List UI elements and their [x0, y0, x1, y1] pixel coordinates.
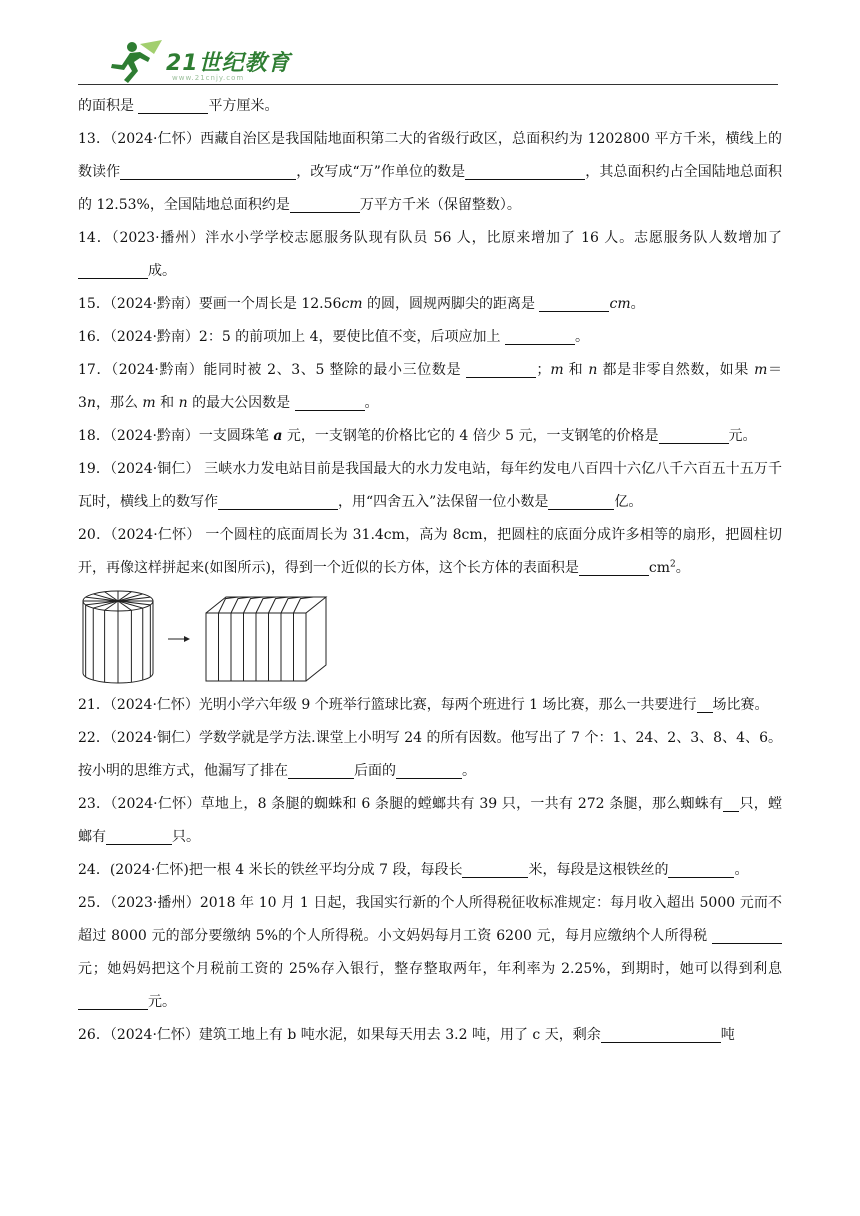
q16-text: 。 — [575, 329, 589, 345]
question-source: （2024·仁怀） — [109, 1027, 199, 1043]
question-source: （2023·播州） — [110, 895, 200, 911]
answer-blank[interactable] — [138, 95, 208, 114]
question-source: （2024·黔南） — [109, 329, 199, 345]
answer-blank[interactable] — [78, 260, 148, 279]
question-source: （2024·黔南） — [109, 428, 199, 444]
q17-text: 的最大公因数是 — [187, 395, 295, 411]
question-24 — [78, 854, 782, 887]
q15-text: 。 — [630, 296, 645, 312]
question-18 — [78, 420, 782, 453]
answer-blank[interactable] — [120, 161, 296, 180]
q17-text: 。 — [364, 395, 379, 411]
unit-label: cm — [648, 560, 671, 576]
answer-blank[interactable] — [723, 793, 739, 812]
q17-text: ； — [536, 362, 551, 378]
unit-label: cm — [341, 296, 363, 312]
q24-text: 米，每段是这根铁丝的 — [528, 862, 669, 878]
question-number: 14． — [78, 230, 112, 246]
unit-exponent: 2 — [670, 559, 676, 570]
answer-blank[interactable] — [579, 557, 649, 576]
answer-blank[interactable] — [601, 1024, 721, 1043]
question-source: （2024·黔南） — [111, 362, 204, 378]
question-17 — [78, 354, 782, 420]
question-number: 17． — [78, 362, 112, 378]
q19-text: ，用“四舍五入”法保留一位小数是 — [338, 494, 549, 510]
question-14 — [78, 222, 782, 288]
q20-text: 。 — [675, 560, 690, 576]
question-source: （2023·播州） — [111, 230, 206, 246]
question-source: （2024·仁怀） — [110, 527, 201, 543]
question-26 — [78, 1019, 782, 1052]
q25-text: 元。 — [148, 994, 176, 1010]
question-number: 13． — [78, 131, 111, 147]
q19-text: 亿。 — [614, 494, 643, 510]
question-list — [78, 90, 782, 1052]
question-number: 21． — [78, 697, 110, 713]
q17-text: 和 — [155, 395, 179, 411]
answer-blank[interactable] — [668, 859, 734, 878]
q13-text: 西藏自治区是我国陆地面积第二大的省级行政区，总面积约为 1202800 平方千米，横线上的数读作 — [78, 131, 782, 180]
q18-text: 元，一支钢笔的价格比它的 4 倍少 5 元，一支钢笔的价格是 — [282, 428, 659, 444]
q16-text: 2：5 的前项加上 4，要使比值不变，后项应加上 — [198, 329, 505, 345]
q26-text: 建筑工地上有 b 吨水泥，如果每天用去 3.2 吨，用了 c 天，剩余 — [198, 1027, 601, 1043]
cylinder-shape — [83, 591, 153, 683]
question-source: （2024·仁怀） — [109, 697, 199, 713]
question-15 — [78, 288, 782, 321]
variable-n: n — [588, 362, 598, 378]
q25-text: 元；她妈妈把这个月税前工资的 25%存入银行，整存整取两年，年利率为 2.25%，到期时，她可以得到利息 — [78, 961, 782, 977]
answer-blank[interactable] — [462, 859, 528, 878]
question-13 — [78, 123, 782, 222]
question-number: 19． — [78, 461, 111, 477]
q24-text: 。 — [734, 862, 749, 878]
q17-text: 都是非零自然数，如果 — [597, 362, 755, 378]
q13-text: ，其总面积约占全国陆地总面积的 12.53%，全国陆地总面积约是 — [78, 164, 783, 213]
cylinder-diagram — [78, 587, 348, 687]
q18-text: 元。 — [728, 428, 757, 444]
question-16 — [78, 321, 782, 354]
slab-top-edge — [294, 597, 314, 613]
q22-text: 学数学就是学方法.课堂上小明写 24 的所有因数。他写出了 7 个：1、24、2、3、8、4、6。按小明的思维方式，他漏写了排在 — [78, 730, 782, 779]
q21-text: 场比赛。 — [712, 697, 769, 713]
variable-a: a — [273, 428, 283, 444]
answer-blank[interactable] — [218, 491, 338, 510]
q22-text: 后面的 — [354, 763, 396, 779]
answer-blank[interactable] — [659, 425, 729, 444]
runner-logo-icon — [102, 40, 166, 84]
answer-blank[interactable] — [465, 161, 585, 180]
q15-text: 要画一个周长是 12.56 — [198, 296, 342, 312]
variable-m: m — [142, 395, 156, 411]
answer-blank[interactable] — [697, 694, 713, 713]
answer-blank[interactable] — [288, 760, 354, 779]
q14-text: 泮水小学学校志愿服务队现有队员 56 人，比原来增加了 16 人。志愿服务队人数增加了 — [205, 230, 782, 246]
q18-text: 一支圆珠笔 — [198, 428, 274, 444]
slab-top-edge — [231, 597, 251, 613]
q21-text: 光明小学六年级 9 个班举行篮球比赛，每两个班进行 1 场比赛，那么一共要进行 — [198, 697, 697, 713]
question-number: 22． — [78, 730, 110, 746]
answer-blank[interactable] — [78, 991, 148, 1010]
answer-blank[interactable] — [290, 194, 360, 213]
q17-text: 能同时被 2、3、5 整除的最小三位数是 — [203, 362, 467, 378]
question-20 — [78, 519, 782, 585]
question-number: 20． — [78, 527, 111, 543]
answer-blank[interactable] — [466, 359, 536, 378]
right-arrow-icon — [168, 636, 190, 642]
q23-text: 只。 — [172, 829, 200, 845]
q17-text: ，那么 — [95, 395, 143, 411]
cylinder-to-prism-figure — [78, 587, 782, 689]
question-source: （2024·仁怀） — [110, 131, 201, 147]
q26-text: 吨 — [720, 1027, 735, 1043]
question-source: （2024·铜仁） — [109, 730, 200, 746]
answer-blank[interactable] — [396, 760, 462, 779]
q14-text: 成。 — [148, 263, 176, 279]
q12-text: 的面积是 — [78, 98, 139, 114]
q22-text: 。 — [462, 763, 476, 779]
question-number: 25． — [78, 895, 111, 911]
slab-top-edge — [219, 597, 239, 613]
site-logo — [102, 40, 292, 84]
q25-text: 2018 年 10 月 1 日起，我国实行新的个人所得税征收标准规定：每月收入超出 5000 元而不超过 8000 元的部分要缴纳 5%的个人所得税。小文妈妈每月工资 6200 元，每月应缴纳个人所得税 — [78, 895, 782, 944]
page-header — [78, 38, 778, 86]
q15-text: 的圆，圆规两脚尖的距离是 — [362, 296, 540, 312]
prism-side-face — [306, 597, 326, 681]
variable-m: m — [550, 362, 564, 378]
slab-top-edge — [281, 597, 301, 613]
q24-text: 把一根 4 米长的铁丝平均分成 7 段，每段长 — [188, 862, 463, 878]
prism-top-face — [206, 597, 326, 613]
question-source: （2024·铜仁） — [110, 461, 200, 477]
q12-text-end: 平方厘米。 — [208, 98, 279, 114]
slab-top-edge — [256, 597, 276, 613]
question-19 — [78, 453, 782, 519]
q23-text: 只，螳螂有 — [78, 796, 782, 845]
question-25 — [78, 887, 782, 1019]
question-number: 24． — [78, 862, 110, 878]
header-divider — [78, 84, 778, 85]
answer-blank[interactable] — [106, 826, 172, 845]
question-22 — [78, 722, 782, 788]
q13-text: ，改写成“万”作单位的数是 — [296, 164, 466, 180]
q13-text: 万平方千米（保留整数）。 — [359, 197, 521, 213]
answer-blank[interactable] — [548, 491, 614, 510]
question-number: 26． — [78, 1027, 110, 1043]
question-21 — [78, 689, 782, 722]
variable-n: n — [178, 395, 188, 411]
logo-url: www.21cnjy.com — [172, 74, 245, 82]
question-source: （2024·仁怀） — [110, 796, 201, 812]
q17-text: 和 — [563, 362, 589, 378]
question-number: 16． — [78, 329, 110, 345]
variable-n: n — [86, 395, 96, 411]
answer-blank[interactable] — [505, 326, 575, 345]
question-source: （2024·黔南） — [109, 296, 199, 312]
question-number: 18． — [78, 428, 110, 444]
question-23 — [78, 788, 782, 854]
q19-text: 三峡水力发电站目前是我国最大的水力发电站，每年约发电八百四十六亿八千六百五十五万千瓦时，横线上的数写作 — [78, 461, 782, 510]
question-12-tail — [78, 90, 782, 123]
question-number: 23． — [78, 796, 111, 812]
slab-top-edge — [269, 597, 289, 613]
question-number: 15． — [78, 296, 110, 312]
answer-blank[interactable] — [295, 392, 365, 411]
q23-text: 草地上，8 条腿的蜘蛛和 6 条腿的螳螂共有 39 只，一共有 272 条腿，那么蜘蛛有 — [200, 796, 724, 812]
logo-title: 21世纪教育 — [166, 51, 291, 76]
unit-label: cm — [609, 296, 631, 312]
q17-text: ＝3 — [78, 362, 782, 411]
question-source: (2024·仁怀) — [109, 862, 189, 878]
answer-blank[interactable] — [539, 293, 609, 312]
variable-m: m — [754, 362, 768, 378]
slab-top-edge — [244, 597, 264, 613]
rectangular-prism-shape — [206, 597, 326, 681]
answer-blank[interactable] — [712, 925, 782, 944]
q20-text: 一个圆柱的底面周长为 31.4cm，高为 8cm，把圆柱的底面分成许多相等的扇形，把圆柱切开，再像这样拼起来(如图所示)，得到一个近似的长方体，这个长方体的表面积是 — [78, 527, 782, 576]
